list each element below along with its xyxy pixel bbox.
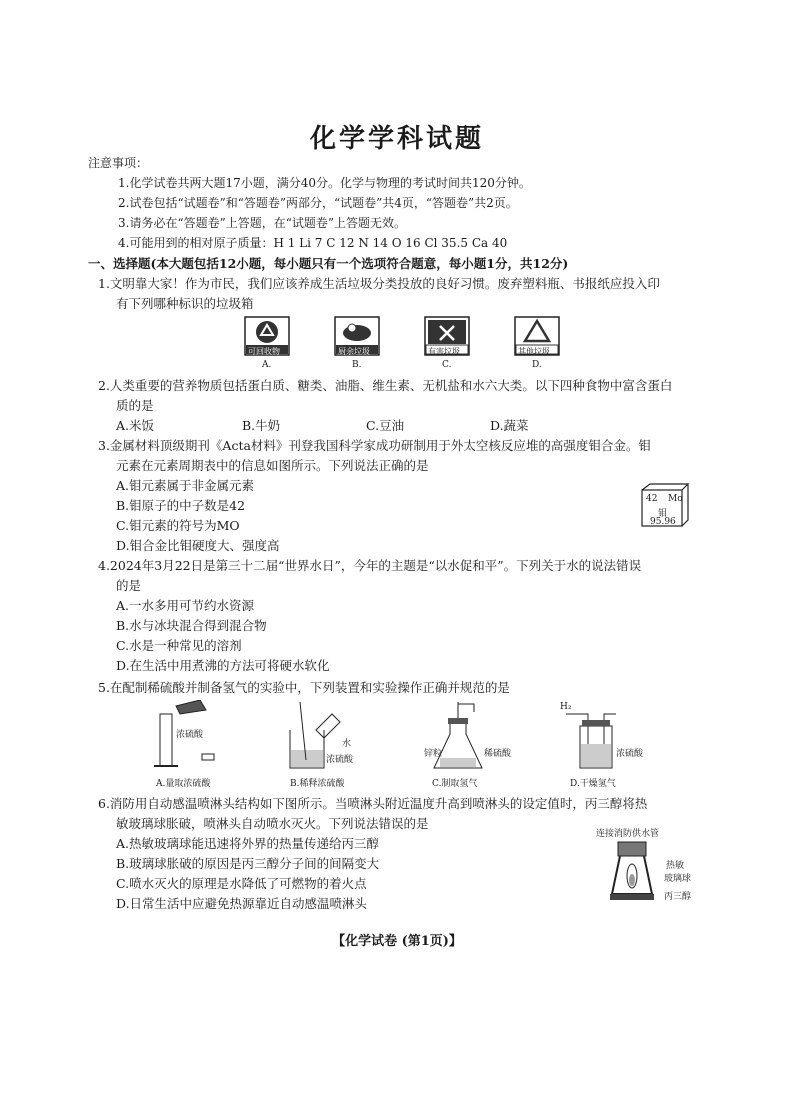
figure-label: 丙三醇 — [664, 892, 692, 902]
q2-stem: 质的是 — [116, 398, 154, 413]
element-number: 42 — [646, 494, 658, 504]
q2-option: D.蔬菜 — [490, 418, 529, 433]
q5-stem: 5.在配制稀硫酸并制备氢气的实验中，下列装置和实验操作正确并规范的是 — [98, 680, 510, 695]
figure-caption: C.制取氢气 — [432, 779, 478, 789]
q2-option: C.豆油 — [366, 418, 405, 433]
q3-option: D.钼合金比钼硬度大、强度高 — [116, 538, 280, 553]
q2-option: B.牛奶 — [242, 418, 281, 433]
figure-label: 浓硫酸 — [616, 749, 644, 759]
conical-flask-icon — [428, 700, 488, 772]
q6-stem: 敏玻璃球胀破，喷淋头自动喷水灭火。下列说法错误的是 — [116, 816, 429, 831]
q6-option: C.喷水灭火的原理是水降低了可燃物的着火点 — [116, 876, 367, 891]
figure-caption: D.干燥氢气 — [570, 779, 616, 789]
gas-washing-bottle-icon — [566, 700, 626, 772]
element-mass: 95.96 — [650, 517, 676, 527]
q6-option: D.日常生活中应避免热源靠近自动感温喷淋头 — [116, 896, 368, 911]
notice-item: 1.化学试卷共两大题17小题，满分40分。化学与物理的考试时间共120分钟。 — [118, 176, 531, 190]
bin-option: D. — [532, 360, 542, 370]
lab-figure-d — [566, 700, 626, 776]
figure-label: 水 — [342, 739, 352, 749]
bin-option: B. — [352, 360, 362, 370]
bin-option: C. — [442, 360, 452, 370]
section-heading: 一、选择题(本大题包括12小题，每小题只有一个选项符合题意，每小题1分，共12分) — [88, 256, 569, 271]
q6-stem: 6.消防用自动感温喷淋头结构如下图所示。当喷淋头附近温度升高到喷淋头的设定值时，丙三醇将热 — [98, 796, 648, 811]
q3-option: C.钼元素的符号为MO — [116, 518, 240, 533]
q4-stem: 4.2024年3月22日是第三十二届“世界水日”，今年的主题是“以水促和平”。下列关于水的说法错误 — [98, 558, 642, 573]
figure-label: H₂ — [560, 702, 572, 712]
q6-option: A.热敏玻璃球能迅速将外界的热量传递给丙三醇 — [116, 836, 380, 851]
q4-option: D.在生活中用煮沸的方法可将硬水软化 — [116, 658, 330, 673]
figure-label: 热敏 — [666, 861, 685, 871]
figure-label: 浓硫酸 — [326, 755, 354, 765]
q4-option: A.一水多用可节约水资源 — [116, 598, 255, 613]
bin-label: 可回收物 — [248, 347, 280, 356]
notice-item: 3.请务必在“答题卷”上答题，在“试题卷”上答题无效。 — [118, 216, 406, 230]
page-footer: 【化学试卷 (第1页)】 — [332, 934, 462, 949]
figure-label: 稀硫酸 — [484, 749, 512, 759]
bin-option: A. — [262, 360, 272, 370]
bin-label: 厨余垃圾 — [338, 347, 370, 356]
figure-label: 玻璃球 — [664, 874, 692, 884]
page-title: 化学学科试题 — [309, 124, 484, 154]
notice-item: 2.试卷包括“试题卷”和“答题卷”两部分，“试题卷”共4页，“答题卷”共2页。 — [118, 196, 518, 210]
q3-option: A.钼元素属于非金属元素 — [116, 478, 255, 493]
figure-caption: B.稀释浓硫酸 — [290, 779, 345, 789]
q3-stem: 元素在元素周期表中的信息如图所示。下列说法正确的是 — [116, 458, 429, 473]
figure-label: 连接消防供水管 — [596, 829, 660, 839]
lab-figure-c — [428, 700, 488, 776]
figure-caption: A.量取浓硫酸 — [156, 779, 211, 789]
q3-stem: 3.金属材料顶级期刊《Acta材料》刊登我国科学家成功研制用于外太空核反应堆的高强度钼合金。钼 — [98, 438, 651, 453]
q6-option: B.玻璃球胀破的原因是丙三醇分子间的间隔变大 — [116, 856, 380, 871]
q1-stem: 有下列哪种标识的垃圾箱 — [116, 296, 254, 311]
q2-stem: 2.人类重要的营养物质包括蛋白质、糖类、油脂、维生素、无机盐和水六大类。以下四种食物中富含蛋白 — [98, 378, 673, 393]
sprinkler-icon — [602, 840, 662, 906]
sprinkler-head-figure — [602, 840, 662, 910]
figure-label: 浓硫酸 — [176, 730, 204, 740]
notice-item: 4.可能用到的相对原子质量：H 1 Li 7 C 12 N 14 O 16 Cl 35.5 Ca 40 — [118, 236, 508, 250]
q1-stem: 1.文明靠大家！作为市民，我们应该养成生活垃圾分类投放的良好习惯。废弃塑料瓶、书报纸应投入印 — [98, 276, 660, 291]
element-symbol: Mo — [668, 494, 683, 504]
bin-label: 有害垃圾 — [428, 347, 460, 356]
q4-stem: 的是 — [116, 578, 142, 593]
element-name: 钼 — [658, 509, 668, 519]
q2-option: A.米饭 — [116, 418, 155, 433]
bin-label: 其他垃圾 — [518, 347, 550, 356]
q3-option: B.钼原子的中子数是42 — [116, 498, 246, 513]
q4-option: C.水是一种常见的溶剂 — [116, 638, 242, 653]
notice-heading: 注意事项： — [88, 156, 149, 170]
q4-option: B.水与冰块混合得到混合物 — [116, 618, 267, 633]
figure-label: 锌粒 — [424, 749, 443, 759]
